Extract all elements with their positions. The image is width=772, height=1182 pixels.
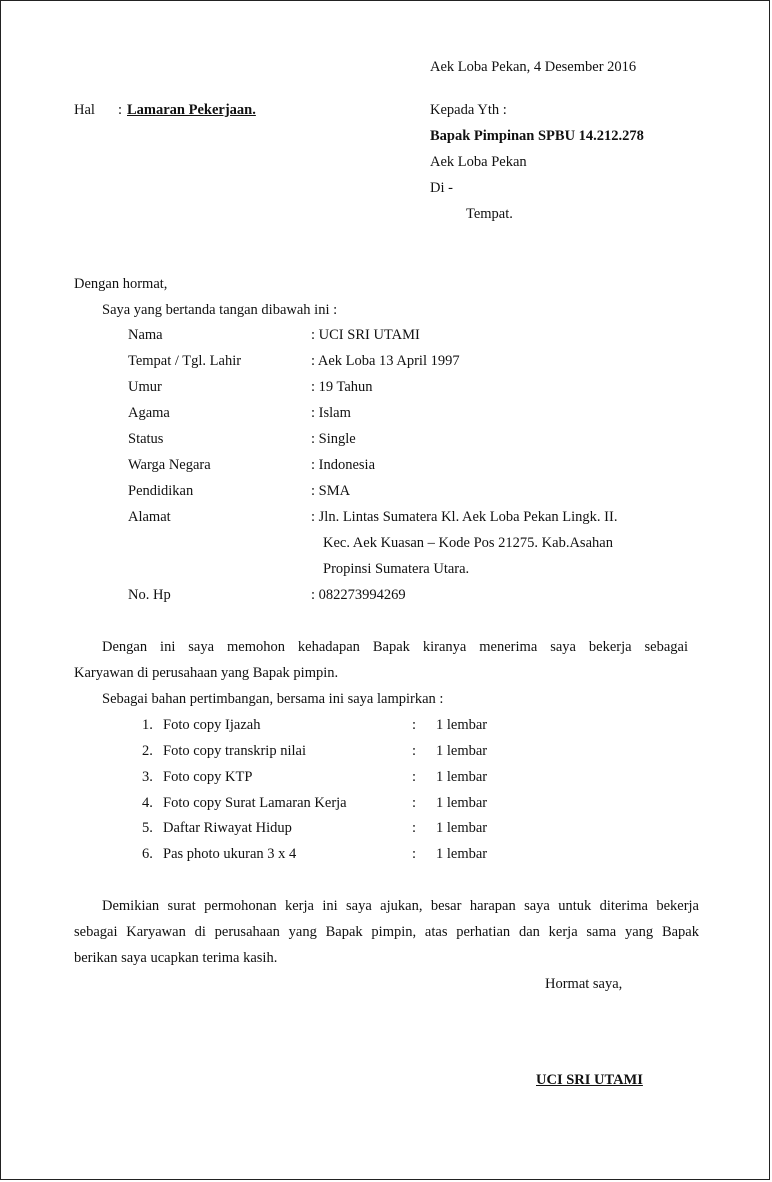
- attachment-item: Foto copy KTP: [163, 769, 253, 785]
- recipient-city: Aek Loba Pekan: [430, 154, 527, 170]
- attachment-qty: 1 lembar: [436, 795, 488, 811]
- attachment-colon: :: [412, 846, 417, 862]
- sign-off: Hormat saya,: [545, 976, 623, 992]
- detail-value: : SMA: [311, 483, 351, 499]
- detail-value: : Indonesia: [311, 457, 376, 473]
- detail-label: Status: [128, 431, 164, 447]
- attachment-qty: 1 lembar: [436, 717, 488, 733]
- attachment-colon: :: [412, 820, 417, 836]
- attachment-number: 5.: [142, 820, 153, 836]
- attachment-item: Foto copy Ijazah: [163, 717, 261, 733]
- closing-line-3: berikan saya ucapkan terima kasih.: [74, 950, 278, 966]
- attachment-colon: :: [412, 743, 417, 759]
- attachment-qty: 1 lembar: [436, 846, 488, 862]
- salutation: Dengan hormat,: [74, 276, 168, 292]
- detail-label: Tempat / Tgl. Lahir: [128, 353, 242, 369]
- attachment-colon: :: [412, 717, 417, 733]
- detail-label: Warga Negara: [128, 457, 211, 473]
- attachment-colon: :: [412, 769, 417, 785]
- detail-value: : Jln. Lintas Sumatera Kl. Aek Loba Pekan Lingk. II.: [311, 509, 618, 525]
- detail-label: Pendidikan: [128, 483, 194, 499]
- detail-label: Umur: [128, 379, 162, 395]
- attachment-item: Foto copy Surat Lamaran Kerja: [163, 795, 347, 811]
- attachment-qty: 1 lembar: [436, 743, 488, 759]
- address-line: Kec. Aek Kuasan – Kode Pos 21275. Kab.Asahan: [323, 535, 613, 551]
- attachment-number: 1.: [142, 717, 153, 733]
- subject-label: Hal: [74, 102, 95, 118]
- phone-value: : 082273994269: [311, 587, 406, 603]
- detail-label: Nama: [128, 327, 163, 343]
- detail-label: Alamat: [128, 509, 171, 525]
- attachment-item: Daftar Riwayat Hidup: [163, 820, 292, 836]
- phone-label: No. Hp: [128, 587, 171, 603]
- attachment-item: Foto copy transkrip nilai: [163, 743, 306, 759]
- detail-label: Agama: [128, 405, 170, 421]
- detail-value: : Single: [311, 431, 356, 447]
- address-line: Propinsi Sumatera Utara.: [323, 561, 470, 577]
- recipient-greeting: Kepada Yth :: [430, 102, 507, 118]
- detail-value: : UCI SRI UTAMI: [311, 327, 420, 343]
- closing-line-1: Demikian surat permohonan kerja ini saya ajukan, besar harapan saya untuk diterima bekerja: [102, 898, 699, 914]
- recipient-tempat: Tempat.: [466, 206, 513, 222]
- attachment-number: 3.: [142, 769, 153, 785]
- recipient-di: Di -: [430, 180, 453, 196]
- place-date: Aek Loba Pekan, 4 Desember 2016: [430, 59, 637, 75]
- intro-line: Saya yang bertanda tangan dibawah ini :: [102, 302, 338, 318]
- detail-value: : Aek Loba 13 April 1997: [311, 353, 460, 369]
- recipient-name: Bapak Pimpinan SPBU 14.212.278: [430, 128, 644, 144]
- attachment-colon: :: [412, 795, 417, 811]
- attachment-item: Pas photo ukuran 3 x 4: [163, 846, 297, 862]
- attachments-intro: Sebagai bahan pertimbangan, bersama ini saya lampirkan :: [102, 691, 444, 707]
- request-line-2: Karyawan di perusahaan yang Bapak pimpin.: [74, 665, 339, 681]
- subject-value: Lamaran Pekerjaan.: [127, 102, 256, 118]
- detail-value: : Islam: [311, 405, 351, 421]
- closing-line-2: sebagai Karyawan di perusahaan yang Bapak pimpin, atas perhatian dan kerja sama yang Bapak: [74, 924, 699, 940]
- request-line-1: Dengan ini saya memohon kehadapan Bapak kiranya menerima saya bekerja sebagai: [102, 639, 688, 655]
- signature-name: UCI SRI UTAMI: [536, 1072, 643, 1088]
- attachment-number: 4.: [142, 795, 153, 811]
- attachment-qty: 1 lembar: [436, 769, 488, 785]
- detail-value: : 19 Tahun: [311, 379, 373, 395]
- attachment-number: 2.: [142, 743, 153, 759]
- attachment-qty: 1 lembar: [436, 820, 488, 836]
- subject-colon: :: [118, 102, 123, 118]
- attachment-number: 6.: [142, 846, 153, 862]
